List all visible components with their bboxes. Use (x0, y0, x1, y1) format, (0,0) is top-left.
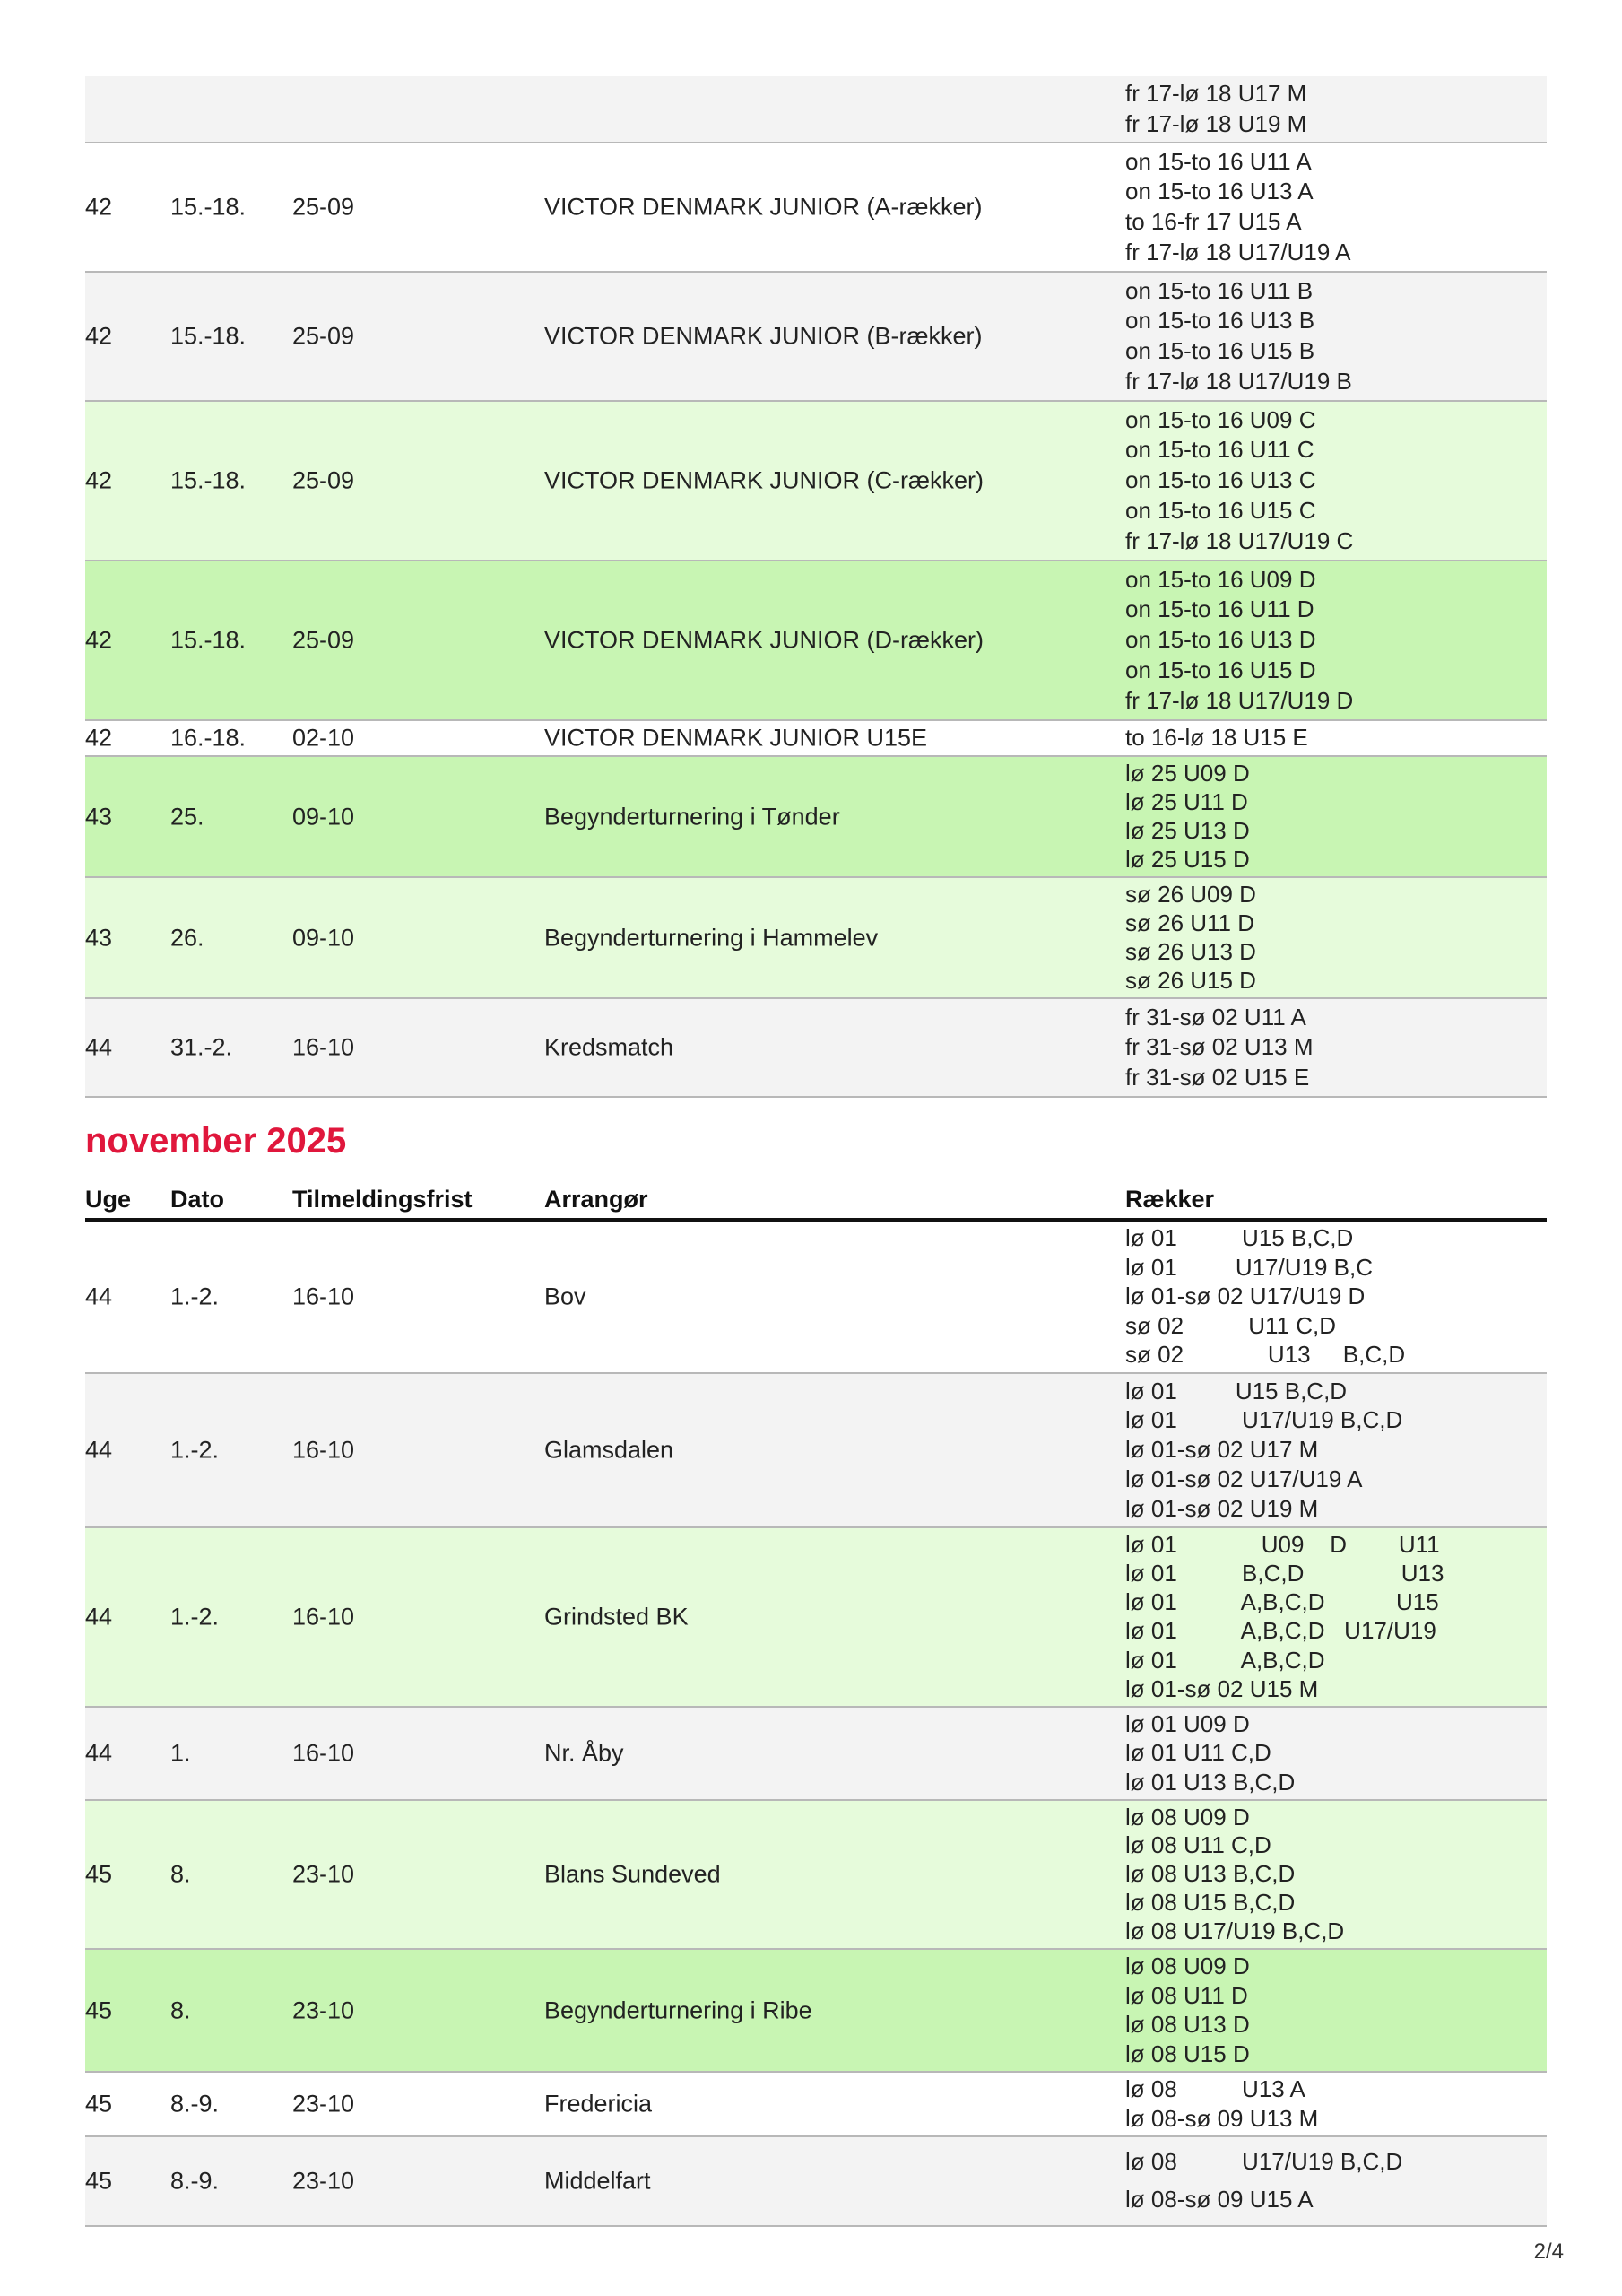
table-row (85, 561, 1547, 721)
table-row (85, 1222, 1547, 1374)
category-line: fr 17-lø 18 U19 M (1125, 109, 1307, 137)
header-uge: Uge (85, 1186, 132, 1213)
table-row (85, 878, 1547, 999)
date-cell: 8.-9. (170, 2090, 220, 2118)
deadline-cell: 23-10 (292, 1860, 355, 1888)
organizer-cell: Begynderturnering i Tønder (544, 803, 840, 830)
table-header (85, 1182, 1547, 1222)
category-line: lø 01-sø 02 U19 M (1125, 1495, 1319, 1523)
category-line: fr 17-lø 18 U17/U19 A (1125, 239, 1351, 266)
date-cell: 1.-2. (170, 1603, 220, 1631)
week-cell: 42 (85, 193, 113, 221)
category-line: lø 08 U11 C,D (1125, 1831, 1271, 1859)
category-line: on 15-to 16 U11 B (1125, 276, 1314, 304)
date-cell: 15.-18. (170, 466, 247, 494)
date-cell: 1.-2. (170, 1283, 220, 1310)
categories-cell (1125, 1222, 1405, 1372)
categories-cell (1125, 561, 1353, 719)
category-line: lø 08 U09 D (1125, 1952, 1250, 1980)
organizer-cell: Kredsmatch (544, 1033, 674, 1061)
category-line: lø 01 U17/U19 B,C,D (1125, 1406, 1403, 1434)
category-line: lø 01 A,B,C,D (1125, 1646, 1325, 1674)
week-cell: 44 (85, 1603, 113, 1631)
table-row (85, 144, 1547, 273)
week-cell: 42 (85, 322, 113, 350)
category-line: fr 31-sø 02 U11 A (1125, 1003, 1306, 1031)
category-line: lø 25 U15 D (1125, 845, 1250, 873)
week-cell: 44 (85, 1283, 113, 1310)
organizer-cell: Bov (544, 1283, 586, 1310)
category-line: lø 01 U09 D U11 (1125, 1530, 1440, 1558)
week-cell: 45 (85, 2167, 113, 2195)
category-line: on 15-to 16 U15 C (1125, 497, 1316, 525)
week-cell: 42 (85, 626, 113, 654)
week-cell: 42 (85, 724, 113, 752)
category-line: lø 25 U09 D (1125, 759, 1250, 787)
deadline-cell: 25-09 (292, 466, 355, 494)
category-line: on 15-to 16 U13 D (1125, 626, 1316, 654)
date-cell: 1. (170, 1739, 191, 1767)
table-row (85, 721, 1547, 757)
category-line: lø 01 U09 D (1125, 1710, 1250, 1738)
category-line: to 16-lø 18 U15 E (1125, 724, 1308, 752)
header-raekker: Rækker (1125, 1186, 1215, 1213)
category-line: on 15-to 16 U11 C (1125, 436, 1314, 464)
table-row (85, 1708, 1547, 1801)
category-line: sø 02 U11 C,D (1125, 1311, 1337, 1339)
table-row (85, 757, 1547, 878)
date-cell: 8. (170, 1996, 191, 2023)
category-line: on 15-to 16 U09 D (1125, 565, 1316, 593)
week-cell: 43 (85, 803, 113, 830)
category-line: lø 01 B,C,D U13 (1125, 1560, 1444, 1587)
week-cell: 45 (85, 1996, 113, 2023)
category-line: fr 17-lø 18 U17/U19 C (1125, 527, 1354, 555)
category-line: lø 25 U11 D (1125, 787, 1248, 815)
november-table (85, 1222, 1547, 2227)
week-cell: 43 (85, 924, 113, 951)
deadline-cell: 16-10 (292, 1603, 355, 1631)
category-line: lø 01 U11 C,D (1125, 1739, 1271, 1767)
category-line: on 15-to 16 U15 B (1125, 337, 1315, 365)
organizer-cell: VICTOR DENMARK JUNIOR (C-rækker) (544, 466, 984, 494)
category-line: fr 17-lø 18 U17 M (1125, 80, 1307, 108)
category-line: on 15-to 16 U11 D (1125, 596, 1314, 623)
category-line: sø 02 U13 B,C,D (1125, 1341, 1406, 1369)
date-cell: 8. (170, 1860, 191, 1888)
category-line: fr 31-sø 02 U13 M (1125, 1033, 1314, 1061)
organizer-cell: VICTOR DENMARK JUNIOR U15E (544, 724, 928, 752)
organizer-cell: VICTOR DENMARK JUNIOR (B-rækker) (544, 322, 983, 350)
table-row (85, 1528, 1547, 1708)
organizer-cell: VICTOR DENMARK JUNIOR (A-rækker) (544, 193, 983, 221)
category-line: fr 17-lø 18 U17/U19 D (1125, 687, 1354, 715)
categories-cell (1125, 1801, 1344, 1948)
table-row (85, 2137, 1547, 2227)
date-cell: 16.-18. (170, 724, 247, 752)
category-line: lø 08 U13 D (1125, 2011, 1250, 2039)
category-line: fr 17-lø 18 U17/U19 B (1125, 368, 1352, 396)
month-title: november 2025 (85, 1121, 347, 1161)
deadline-cell: 25-09 (292, 322, 355, 350)
table-row (85, 273, 1547, 402)
category-line: lø 01 U13 B,C,D (1125, 1768, 1296, 1796)
date-cell: 15.-18. (170, 322, 247, 350)
date-cell: 8.-9. (170, 2167, 220, 2195)
deadline-cell: 09-10 (292, 924, 355, 951)
category-line: lø 01-sø 02 U17/U19 D (1125, 1283, 1366, 1310)
category-line: lø 08-sø 09 U13 M (1125, 2104, 1319, 2132)
category-line: sø 26 U15 D (1125, 966, 1256, 994)
organizer-cell: Begynderturnering i Hammelev (544, 924, 879, 951)
category-line: on 15-to 16 U13 B (1125, 307, 1315, 335)
table-row (85, 999, 1547, 1098)
category-line: lø 08 U17/U19 B,C,D (1125, 1918, 1345, 1945)
category-line: on 15-to 16 U13 C (1125, 466, 1316, 494)
deadline-cell: 16-10 (292, 1033, 355, 1061)
category-line: lø 08 U13 A (1125, 2075, 1305, 2103)
category-line: on 15-to 16 U13 A (1125, 178, 1314, 205)
categories-cell (1125, 878, 1256, 997)
categories-cell (1125, 999, 1314, 1096)
category-line: on 15-to 16 U09 C (1125, 405, 1316, 433)
categories-cell (1125, 2073, 1318, 2135)
organizer-cell: Nr. Åby (544, 1739, 624, 1767)
organizer-cell: Middelfart (544, 2167, 651, 2195)
category-line: lø 08 U11 D (1125, 1981, 1248, 2009)
categories-cell (1125, 1950, 1250, 2071)
header-arrangor: Arrangør (544, 1186, 648, 1213)
category-line: lø 08-sø 09 U15 A (1125, 2186, 1314, 2213)
categories-cell (1125, 1374, 1402, 1526)
table-row (85, 402, 1547, 561)
category-line: lø 01 A,B,C,D U17/U19 (1125, 1617, 1436, 1645)
category-line: lø 01 U15 B,C,D (1125, 1377, 1348, 1405)
week-cell: 44 (85, 1033, 113, 1061)
header-frist: Tilmeldingsfrist (292, 1186, 473, 1213)
category-line: lø 08 U17/U19 B,C,D (1125, 2148, 1403, 2176)
categories-cell (1125, 76, 1306, 142)
category-line: lø 01-sø 02 U17/U19 A (1125, 1465, 1363, 1493)
date-cell: 25. (170, 803, 204, 830)
table-row (85, 76, 1547, 144)
organizer-cell: VICTOR DENMARK JUNIOR (D-rækker) (544, 626, 984, 654)
categories-cell (1125, 757, 1250, 876)
category-line: fr 31-sø 02 U15 E (1125, 1064, 1310, 1091)
category-line: lø 01 U15 B,C,D (1125, 1224, 1354, 1252)
organizer-cell: Begynderturnering i Ribe (544, 1996, 812, 2023)
categories-cell (1125, 1528, 1444, 1706)
categories-cell (1125, 1708, 1295, 1799)
category-line: lø 08 U15 D (1125, 2039, 1250, 2067)
table-row (85, 2073, 1547, 2137)
category-line: lø 01-sø 02 U17 M (1125, 1436, 1319, 1464)
categories-cell (1125, 273, 1352, 400)
organizer-cell: Fredericia (544, 2090, 653, 2118)
week-cell: 44 (85, 1436, 113, 1464)
categories-cell (1125, 144, 1350, 271)
category-line: lø 08 U13 B,C,D (1125, 1860, 1296, 1888)
date-cell: 1.-2. (170, 1436, 220, 1464)
deadline-cell: 16-10 (292, 1283, 355, 1310)
week-cell: 45 (85, 2090, 113, 2118)
deadline-cell: 23-10 (292, 1996, 355, 2023)
category-line: on 15-to 16 U15 D (1125, 657, 1316, 684)
category-line: on 15-to 16 U11 A (1125, 147, 1312, 175)
table-row (85, 1374, 1547, 1528)
category-line: sø 26 U13 D (1125, 937, 1256, 965)
organizer-cell: Glamsdalen (544, 1436, 674, 1464)
date-cell: 31.-2. (170, 1033, 233, 1061)
categories-cell (1125, 721, 1308, 755)
deadline-cell: 02-10 (292, 724, 355, 752)
deadline-cell: 16-10 (292, 1739, 355, 1767)
table-row (85, 1801, 1547, 1950)
deadline-cell: 16-10 (292, 1436, 355, 1464)
category-line: lø 01-sø 02 U15 M (1125, 1674, 1319, 1702)
categories-cell (1125, 402, 1353, 560)
october-table (85, 76, 1547, 1098)
category-line: lø 01 U17/U19 B,C (1125, 1253, 1373, 1281)
category-line: lø 08 U09 D (1125, 1803, 1250, 1831)
organizer-cell: Grindsted BK (544, 1603, 689, 1631)
deadline-cell: 25-09 (292, 626, 355, 654)
category-line: lø 25 U13 D (1125, 816, 1250, 844)
deadline-cell: 23-10 (292, 2090, 355, 2118)
deadline-cell: 09-10 (292, 803, 355, 830)
page-number: 2/4 (1533, 2239, 1564, 2264)
categories-cell (1125, 2137, 1402, 2225)
date-cell: 15.-18. (170, 626, 247, 654)
category-line: lø 01 A,B,C,D U15 (1125, 1588, 1439, 1616)
category-line: to 16-fr 17 U15 A (1125, 208, 1302, 236)
deadline-cell: 25-09 (292, 193, 355, 221)
header-dato: Dato (170, 1186, 224, 1213)
date-cell: 15.-18. (170, 193, 247, 221)
category-line: sø 26 U09 D (1125, 880, 1256, 908)
date-cell: 26. (170, 924, 204, 951)
week-cell: 44 (85, 1739, 113, 1767)
week-cell: 42 (85, 466, 113, 494)
deadline-cell: 23-10 (292, 2167, 355, 2195)
week-cell: 45 (85, 1860, 113, 1888)
table-row (85, 1950, 1547, 2073)
organizer-cell: Blans Sundeved (544, 1860, 721, 1888)
category-line: sø 26 U11 D (1125, 909, 1255, 936)
category-line: lø 08 U15 B,C,D (1125, 1889, 1296, 1917)
